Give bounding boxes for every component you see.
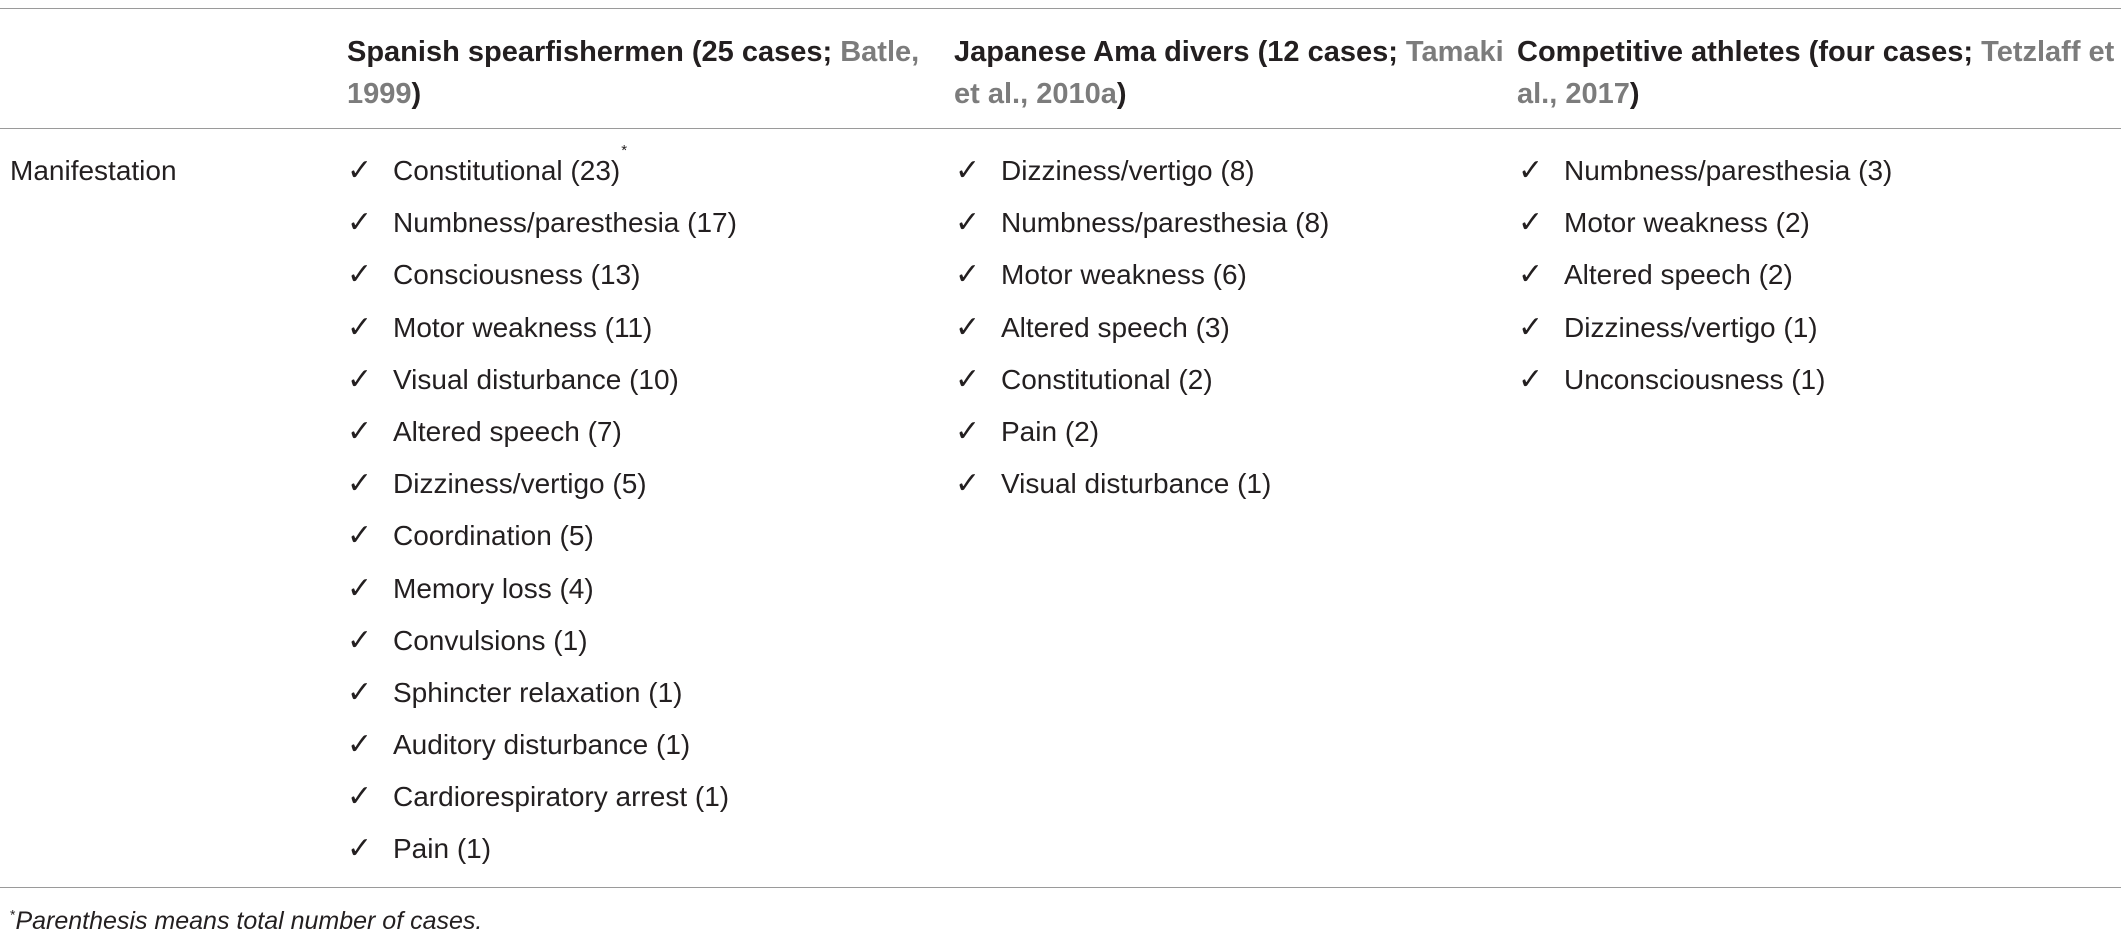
column-header-title: Competitive athletes (four cases;: [1517, 36, 1982, 68]
list-item: [347, 255, 737, 307]
footnote-marker: *: [10, 906, 16, 923]
list-item-label: Altered speech (7): [393, 415, 622, 447]
checkmark-icon: ✓: [347, 622, 373, 658]
list-item: [1518, 151, 1892, 203]
checkmark-icon: ✓: [1518, 205, 1544, 241]
list-item: [955, 255, 1329, 307]
checkmark-icon: ✓: [955, 309, 981, 345]
list-item-label: Sphincter relaxation (1): [393, 676, 683, 708]
list-item-label: Dizziness/vertigo (1): [1564, 311, 1818, 343]
checkmark-icon: ✓: [955, 361, 981, 397]
column-header-title: Spanish spearfishermen (25 cases;: [347, 36, 841, 68]
checkmark-icon: ✓: [1518, 153, 1544, 188]
table-bottom-rule: [0, 887, 2121, 888]
list-item-label: Consciousness (13): [393, 259, 641, 291]
competitive-athletes-list: [1518, 151, 1892, 412]
list-item: [347, 360, 737, 412]
list-item: [955, 308, 1329, 360]
checkmark-icon: ✓: [955, 153, 981, 188]
citation-link[interactable]: Tamaki et al., 2010a: [954, 36, 1504, 110]
list-item: [1518, 360, 1892, 412]
checkmark-icon: ✓: [347, 570, 373, 606]
list-item-label: Motor weakness (11): [393, 311, 653, 343]
list-item: [347, 516, 737, 568]
citation-link[interactable]: Tetzlaff et al., 2017: [1517, 36, 2115, 110]
table-top-rule: [0, 8, 2121, 9]
list-item: [347, 569, 737, 621]
list-item-label: Visual disturbance (1): [1001, 468, 1272, 500]
list-item-label: Pain (2): [1001, 415, 1100, 447]
list-item-label: Cardiorespiratory arrest (1): [393, 781, 730, 813]
list-item-label: Motor weakness (6): [1001, 259, 1247, 291]
column-header-spanish-spearfishermen: [347, 31, 947, 115]
checkmark-icon: ✓: [347, 466, 373, 502]
list-item: ✓ Constitutional (23) *: [347, 151, 737, 203]
citation-link[interactable]: Batle, 1999: [347, 36, 920, 110]
column-header-japanese-ama-divers: [954, 31, 1524, 115]
list-item-label: Coordination (5): [393, 520, 594, 552]
footnote-text: Parenthesis means total number of cases.: [15, 907, 483, 935]
list-item: [347, 412, 737, 464]
column-header-title: Japanese Ama divers (12 cases;: [954, 36, 1406, 68]
checkmark-icon: ✓: [955, 413, 981, 449]
checkmark-icon: ✓: [347, 779, 373, 815]
checkmark-icon: ✓: [347, 257, 373, 293]
list-item-label: Motor weakness (2): [1564, 207, 1810, 239]
list-item-label: Pain (1): [393, 833, 492, 865]
list-item: [955, 464, 1329, 516]
checkmark-icon: ✓: [347, 413, 373, 449]
list-item-label: Auditory disturbance (1): [393, 729, 691, 761]
checkmark-icon: ✓: [347, 361, 373, 397]
checkmark-icon: ✓: [347, 309, 373, 345]
checkmark-icon: ✓: [347, 727, 373, 763]
list-item: [347, 829, 737, 881]
list-item-label: Dizziness/vertigo (8): [1001, 155, 1255, 186]
list-item: [347, 777, 737, 829]
list-item-label: Constitutional (2): [1001, 363, 1213, 395]
list-item: [1518, 255, 1892, 307]
column-header-close: ): [1116, 78, 1127, 110]
checkmark-icon: ✓: [1518, 309, 1544, 345]
list-item: [1518, 308, 1892, 360]
list-item-label: Numbness/paresthesia (17): [393, 207, 737, 239]
spanish-spearfishermen-list: [347, 142, 737, 882]
list-item: [955, 412, 1329, 464]
list-item-label: Constitutional (23): [393, 155, 621, 186]
japanese-ama-divers-list: [955, 151, 1329, 516]
checkmark-icon: ✓: [955, 466, 981, 502]
list-item-label: Dizziness/vertigo (5): [393, 468, 647, 500]
list-item: [955, 151, 1329, 203]
column-header-competitive-athletes: [1517, 31, 2117, 115]
list-item: [347, 464, 737, 516]
list-item: [1518, 203, 1892, 255]
list-item-label: Altered speech (3): [1001, 311, 1230, 343]
checkmark-icon: ✓: [347, 831, 373, 867]
checkmark-icon: ✓: [1518, 361, 1544, 397]
checkmark-icon: ✓: [1518, 257, 1544, 293]
list-item-label: Visual disturbance (10): [393, 363, 679, 395]
list-item-label: Altered speech (2): [1564, 259, 1793, 291]
list-item: [347, 673, 737, 725]
list-item: [347, 621, 737, 673]
column-header-close: ): [411, 78, 422, 110]
checkmark-icon: ✓: [955, 205, 981, 241]
list-item-label: Unconsciousness (1): [1564, 363, 1826, 395]
list-item: [347, 203, 737, 255]
checkmark-icon: ✓: [347, 518, 373, 554]
checkmark-icon: ✓: [347, 674, 373, 710]
column-header-close: ): [1629, 78, 1640, 110]
list-item-label: Memory loss (4): [393, 572, 594, 604]
list-item: [955, 203, 1329, 255]
list-item-label: Numbness/paresthesia (8): [1001, 207, 1330, 239]
list-item-label: Numbness/paresthesia (3): [1564, 155, 1893, 186]
table-footnote: [10, 904, 482, 938]
row-label-manifestation: Manifestation: [10, 155, 177, 186]
table-header-rule: [0, 128, 2121, 129]
list-item: [347, 725, 737, 777]
checkmark-icon: ✓: [347, 153, 373, 188]
list-item: [347, 308, 737, 360]
checkmark-icon: ✓: [347, 205, 373, 241]
list-item-label: Convulsions (1): [393, 624, 588, 656]
list-item: [955, 360, 1329, 412]
checkmark-icon: ✓: [955, 257, 981, 293]
